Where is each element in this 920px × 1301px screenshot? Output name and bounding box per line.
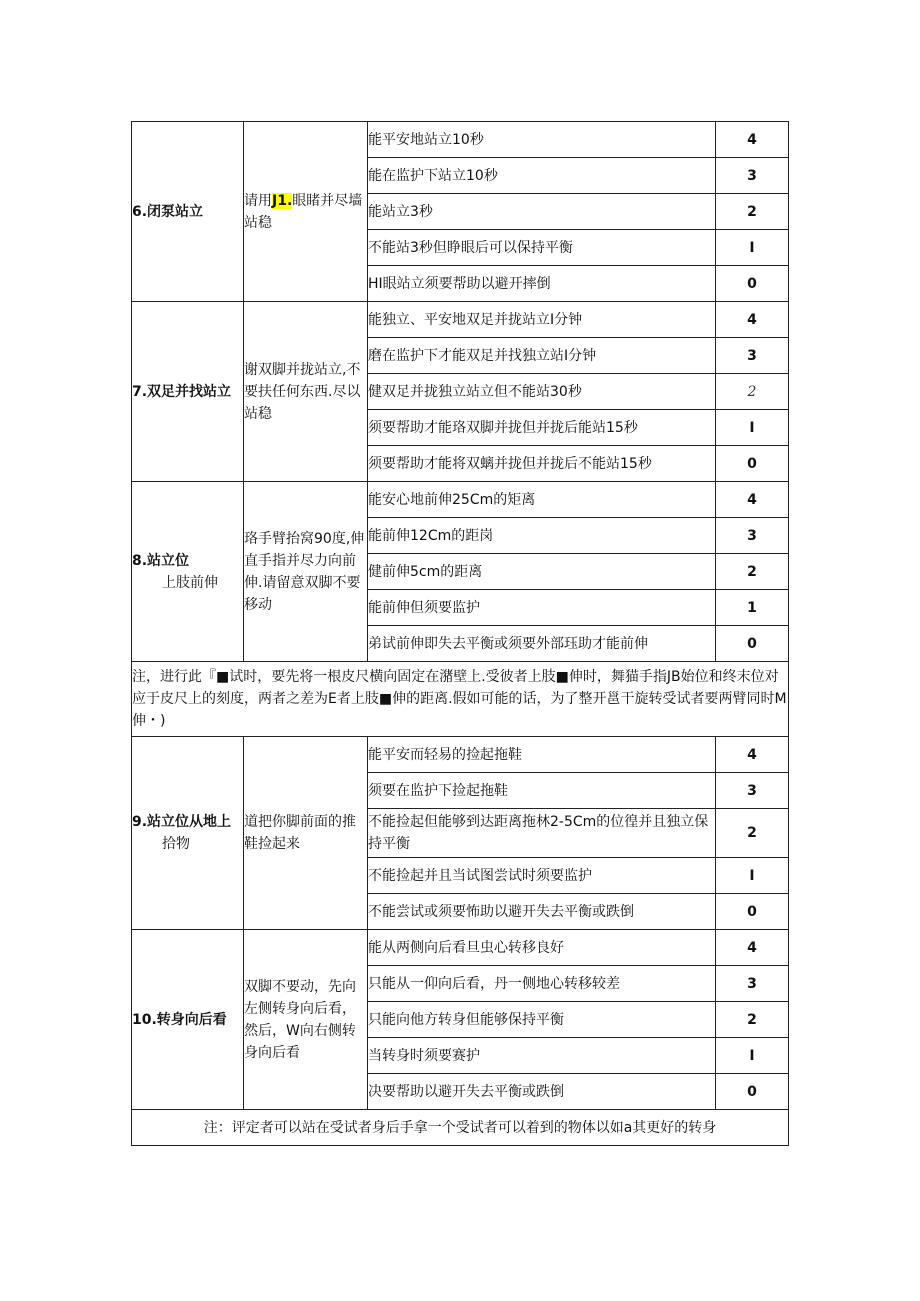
criterion: 当转身时须要赛护 [368, 1038, 716, 1074]
item-instruction: 谢双脚并拢站立,不要扶任何东西.尽以站稳 [244, 302, 368, 482]
score: 0 [716, 446, 789, 482]
item-instruction: 道把你脚前面的推鞋捡起来 [244, 737, 368, 930]
criterion: 决要帮助以避开失去平衡或跌倒 [368, 1074, 716, 1110]
item-title: 7.双足并找站立 [132, 302, 244, 482]
score: 4 [716, 122, 789, 158]
criterion: 能平安而轻易的捡起拖鞋 [368, 737, 716, 773]
score: 4 [716, 302, 789, 338]
criterion: HI眼站立须要帮助以避开摔倒 [368, 266, 716, 302]
criterion: 不能捡起并且当试图尝试时须要监护 [368, 858, 716, 894]
criterion: 须要在监护下捡起拖鞋 [368, 773, 716, 809]
score: 3 [716, 773, 789, 809]
table-row [132, 737, 789, 773]
item-title: 10.转身向后看 [132, 930, 244, 1110]
criterion: 健双足并拢独立站立但不能站30秒 [368, 374, 716, 410]
table-row [132, 662, 789, 737]
criterion: 能平安地站立10秒 [368, 122, 716, 158]
item-instruction: 双脚不要动，先向左侧转身向后看，然后，W向右侧转身向后看 [244, 930, 368, 1110]
criterion: 弟试前伸即失去平衡或须要外部珏助才能前伸 [368, 626, 716, 662]
score: 4 [716, 930, 789, 966]
score: I [716, 1038, 789, 1074]
score: 3 [716, 518, 789, 554]
note-turn-test: 注：评定者可以站在受试者身后手拿一个受试者可以着到的物体以如a其更好的转身 [132, 1110, 789, 1146]
criterion: 能从两侧向后看旦虫心转移良好 [368, 930, 716, 966]
criterion: 能安心地前伸25Cm的矩离 [368, 482, 716, 518]
score: 3 [716, 338, 789, 374]
score: 0 [716, 1074, 789, 1110]
score: 3 [716, 158, 789, 194]
table-row [132, 122, 789, 158]
score: 2 [716, 374, 789, 410]
score: 4 [716, 737, 789, 773]
table-row [132, 302, 789, 338]
table-row [132, 930, 789, 966]
criterion: 须要帮助才能珞双脚并拢但并拢后能站15秒 [368, 410, 716, 446]
criterion: 不能尝试或须要怖助以避开失去平衡或跌倒 [368, 894, 716, 930]
note-reach-test: 注，进行此『■试时，要先将一根皮尺横向固定在潴壁上.受彼者上肢■伸时，舞猫手指JB始位和终末位对应于皮尺上的刻度，两者之差为E者上肢■伸的距离.假如可能的话，为了整开邕干旋转受试者要两臂同时M伸・) [132, 662, 789, 737]
score: 3 [716, 966, 789, 1002]
criterion: 能前伸但须要监护 [368, 590, 716, 626]
balance-scale-table [131, 121, 789, 1146]
criterion: 能独立、平安地双足并拢站立I分钟 [368, 302, 716, 338]
criterion: 只能从一仰向后看，丹一侧地心转移较差 [368, 966, 716, 1002]
table-row [132, 1110, 789, 1146]
score: I [716, 410, 789, 446]
score: 1 [716, 590, 789, 626]
criterion: 能前伸12Cm的距岗 [368, 518, 716, 554]
criterion: 不能捡起但能够到达距离拖林2-5Cm的位徨并且独立保持平衡 [368, 809, 716, 858]
score: 2 [716, 809, 789, 858]
item-title: 8.站立位 上肢前伸 [132, 482, 244, 662]
score: 2 [716, 1002, 789, 1038]
table-row [132, 482, 789, 518]
score: 0 [716, 626, 789, 662]
criterion: 能在监护下站立10秒 [368, 158, 716, 194]
score: 2 [716, 194, 789, 230]
score: 0 [716, 266, 789, 302]
item-title: 6.闭泵站立 [132, 122, 244, 302]
highlighted-text: J1. [272, 192, 293, 209]
criterion: 只能向他方转身但能够保持平衡 [368, 1002, 716, 1038]
score: 0 [716, 894, 789, 930]
criterion: 磨在监护下才能双足并找独立站I分钟 [368, 338, 716, 374]
score: I [716, 858, 789, 894]
score: 4 [716, 482, 789, 518]
item-instruction: 请用J1.眼睹并尽墙站稳 [244, 122, 368, 302]
item-title: 9.站立位从地上 拾物 [132, 737, 244, 930]
score: I [716, 230, 789, 266]
item-instruction: 珞手臂抬窝90度,伸直手指并尽力向前伸.请留意双脚不要移动 [244, 482, 368, 662]
criterion: 能站立3秒 [368, 194, 716, 230]
criterion: 健前伸5cm的距离 [368, 554, 716, 590]
criterion: 须要帮助才能将双螭并拢但并拢后不能站15秒 [368, 446, 716, 482]
score: 2 [716, 554, 789, 590]
criterion: 不能站3秒但睁眼后可以保持平衡 [368, 230, 716, 266]
